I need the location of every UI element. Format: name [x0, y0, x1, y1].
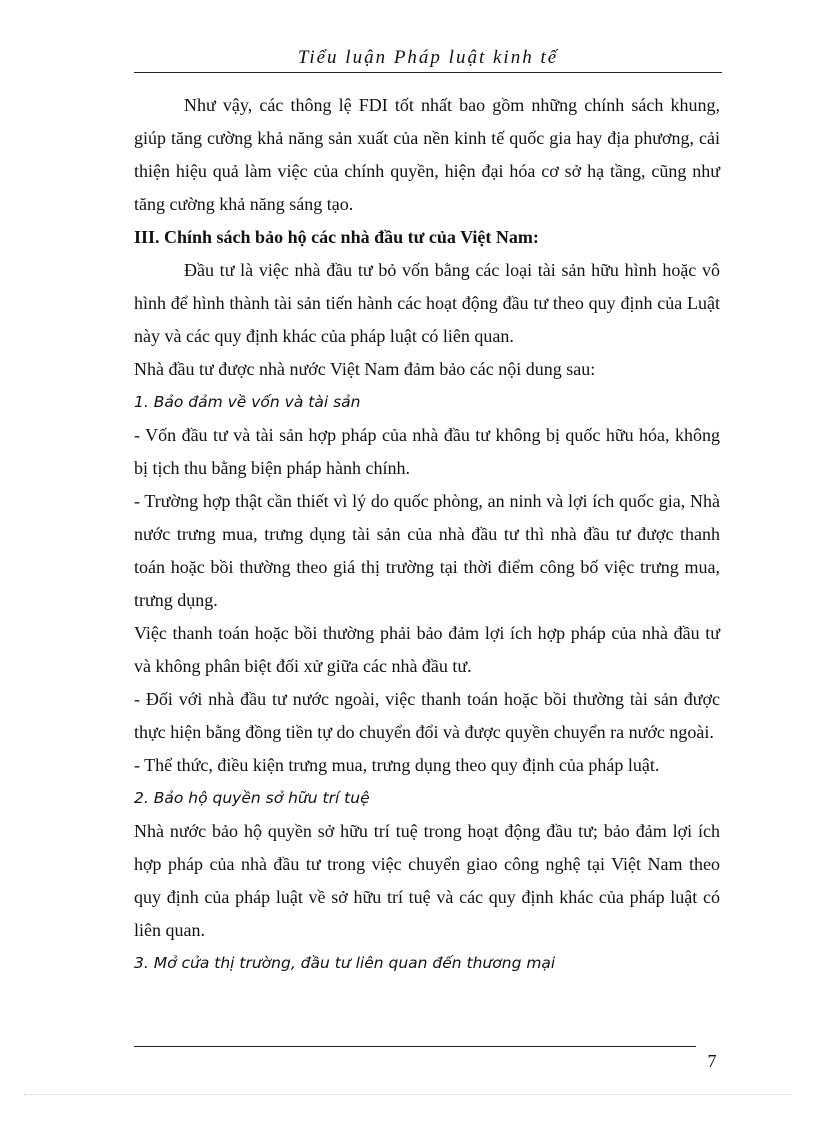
paragraph: - Trường hợp thật cần thiết vì lý do quốc phòng, an ninh và lợi ích quốc gia, Nhà nước trưng mua, trưng dụng tài sản của nhà đầu tư thì nhà đầu tư được thanh toán hoặc bồi thường theo giá thị trường tại thời điểm công bố việc trưng mua, trưng dụng.: [134, 491, 720, 610]
paragraph: - Thể thức, điều kiện trưng mua, trưng dụng theo quy định của pháp luật.: [134, 755, 660, 775]
paragraph: Nhà đầu tư được nhà nước Việt Nam đảm bảo các nội dung sau:: [134, 359, 596, 379]
page-edge-divider: [24, 1094, 792, 1095]
header-divider: [134, 72, 722, 73]
running-header: Tiểu luận Pháp luật kinh tế: [297, 47, 559, 68]
paragraph: Đầu tư là việc nhà đầu tư bỏ vốn bằng các loại tài sản hữu hình hoặc vô hình để hình thành tài sản tiến hành các hoạt động đầu tư theo quy định của Luật này và các quy định khác của pháp luật có liên quan.: [134, 260, 720, 346]
paragraph: - Đối với nhà đầu tư nước ngoài, việc thanh toán hoặc bồi thường tài sản được thực hiện bằng đồng tiền tự do chuyển đổi và được quyền chuyển ra nước ngoài.: [134, 689, 720, 742]
subsection-heading: 3. Mở cửa thị trường, đầu tư liên quan đến thương mại: [134, 954, 556, 972]
subsection-heading: 1. Bảo đảm về vốn và tài sản: [134, 393, 361, 411]
paragraph: Nhà nước bảo hộ quyền sở hữu trí tuệ trong hoạt động đầu tư; bảo đảm lợi ích hợp pháp của nhà đầu tư trong việc chuyển giao công nghệ tại Việt Nam theo quy định của pháp luật về sở hữu trí tuệ và các quy định khác của pháp luật có liên quan.: [134, 821, 720, 940]
paragraph: - Vốn đầu tư và tài sản hợp pháp của nhà đầu tư không bị quốc hữu hóa, không bị tịch thu bằng biện pháp hành chính.: [134, 425, 720, 478]
subsection-heading: 2. Bảo hộ quyền sở hữu trí tuệ: [134, 789, 370, 807]
footer-divider: [134, 1046, 696, 1047]
paragraph: Như vậy, các thông lệ FDI tốt nhất bao gồm những chính sách khung, giúp tăng cường khả năng sản xuất của nền kinh tế quốc gia hay địa phương, cải thiện hiệu quả làm việc của chính quyền, hiện đại hóa cơ sở hạ tầng, cũng như tăng cường khả năng sáng tạo.: [134, 95, 720, 214]
page-number: 7: [707, 1051, 717, 1071]
paragraph: Việc thanh toán hoặc bồi thường phải bảo đảm lợi ích hợp pháp của nhà đầu tư và không phân biệt đối xử giữa các nhà đầu tư.: [134, 623, 720, 676]
body-text: [134, 89, 720, 980]
section-heading: III. Chính sách bảo hộ các nhà đầu tư của Việt Nam:: [134, 227, 539, 247]
